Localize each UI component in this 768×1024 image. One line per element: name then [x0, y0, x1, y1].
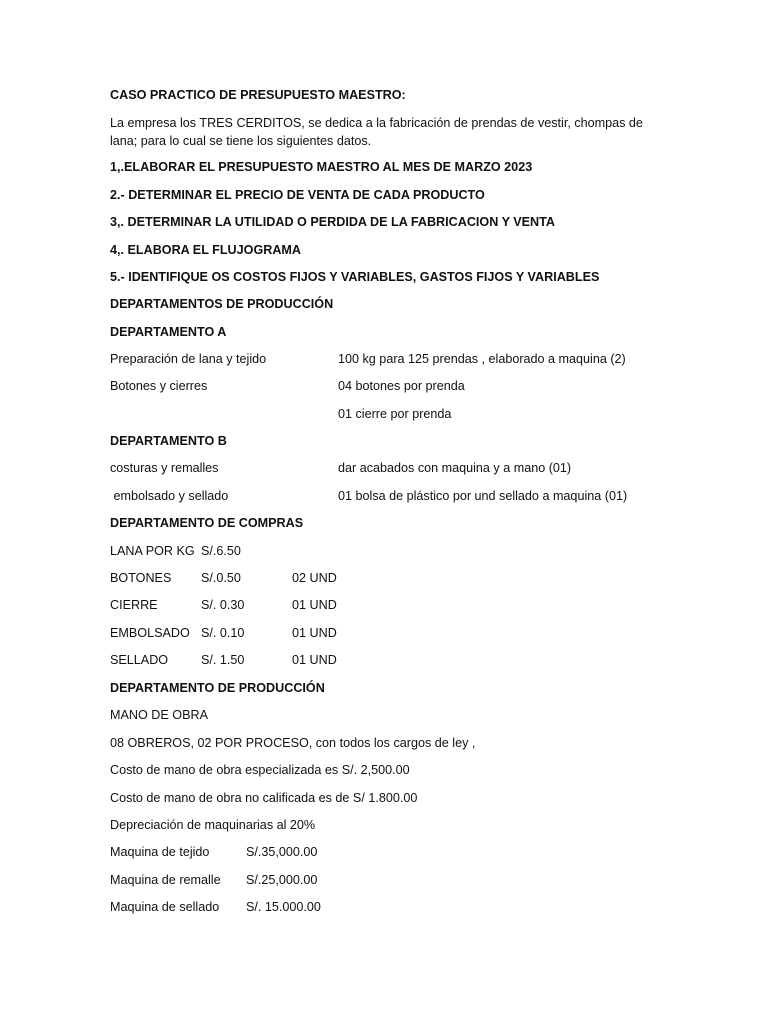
intro-paragraph-line-2: lana; para lo cual se tiene los siguientes datos.: [110, 134, 372, 148]
dept-b-label: costuras y remalles: [110, 461, 219, 475]
dept-a-value: 04 botones por prenda: [338, 379, 465, 393]
compras-item: LANA POR KG: [110, 544, 195, 558]
task-2: 2.- DETERMINAR EL PRECIO DE VENTA DE CADA PRODUCTO: [110, 188, 485, 202]
compras-item: BOTONES: [110, 571, 172, 585]
compras-item: CIERRE: [110, 598, 158, 612]
compras-heading: DEPARTAMENTO DE COMPRAS: [110, 516, 304, 530]
obreros-text: 08 OBREROS, 02 POR PROCESO, con todos los cargos de ley ,: [110, 736, 476, 750]
intro-paragraph-line-1: La empresa los TRES CERDITOS, se dedica a la fabricación de prendas de vestir, chompas de: [110, 116, 643, 130]
compras-price: S/. 0.30: [201, 598, 245, 612]
task-3: 3,. DETERMINAR LA UTILIDAD O PERDIDA DE LA FABRICACION Y VENTA: [110, 215, 555, 229]
dept-b-label: embolsado y sellado: [110, 489, 229, 503]
dept-a-label: Botones y cierres: [110, 379, 208, 393]
dept-a-label: Preparación de lana y tejido: [110, 352, 267, 366]
compras-item: SELLADO: [110, 653, 169, 667]
dept-b-heading: DEPARTAMENTO B: [110, 434, 227, 448]
maquina-value: S/.25,000.00: [246, 873, 318, 887]
compras-price: S/.6.50: [201, 544, 241, 558]
compras-qty: 01 UND: [292, 598, 337, 612]
compras-qty: 01 UND: [292, 653, 337, 667]
dept-a-value: 01 cierre por prenda: [338, 407, 452, 421]
task-5: 5.- IDENTIFIQUE OS COSTOS FIJOS Y VARIABLES, GASTOS FIJOS Y VARIABLES: [110, 270, 600, 284]
dept-b-value: dar acabados con maquina y a mano (01): [338, 461, 572, 475]
compras-qty: 01 UND: [292, 626, 337, 640]
costo-no-calificada-text: Costo de mano de obra no calificada es de S/ 1.800.00: [110, 791, 418, 805]
compras-price: S/.0.50: [201, 571, 241, 585]
mano-de-obra-label: MANO DE OBRA: [110, 708, 208, 722]
maquina-name: Maquina de remalle: [110, 873, 221, 887]
task-1: 1,.ELABORAR EL PRESUPUESTO MAESTRO AL MES DE MARZO 2023: [110, 160, 533, 174]
costo-especializada-text: Costo de mano de obra especializada es S/. 2,500.00: [110, 763, 410, 777]
departamentos-produccion-heading: DEPARTAMENTOS DE PRODUCCIÓN: [110, 297, 334, 311]
maquina-value: S/. 15.000.00: [246, 900, 321, 914]
produccion-heading: DEPARTAMENTO DE PRODUCCIÓN: [110, 681, 325, 695]
maquina-name: Maquina de tejido: [110, 845, 210, 859]
dept-b-value: 01 bolsa de plástico por und sellado a maquina (01): [338, 489, 628, 503]
compras-qty: 02 UND: [292, 571, 337, 585]
compras-item: EMBOLSADO: [110, 626, 190, 640]
compras-price: S/. 1.50: [201, 653, 245, 667]
maquina-name: Maquina de sellado: [110, 900, 220, 914]
maquina-value: S/.35,000.00: [246, 845, 318, 859]
document-title: CASO PRACTICO DE PRESUPUESTO MAESTRO:: [110, 88, 406, 102]
dept-a-heading: DEPARTAMENTO A: [110, 325, 227, 339]
task-4: 4,. ELABORA EL FLUJOGRAMA: [110, 243, 302, 257]
compras-price: S/. 0.10: [201, 626, 245, 640]
depreciacion-text: Depreciación de maquinarias al 20%: [110, 818, 316, 832]
dept-a-value: 100 kg para 125 prendas , elaborado a maquina (2): [338, 352, 626, 366]
